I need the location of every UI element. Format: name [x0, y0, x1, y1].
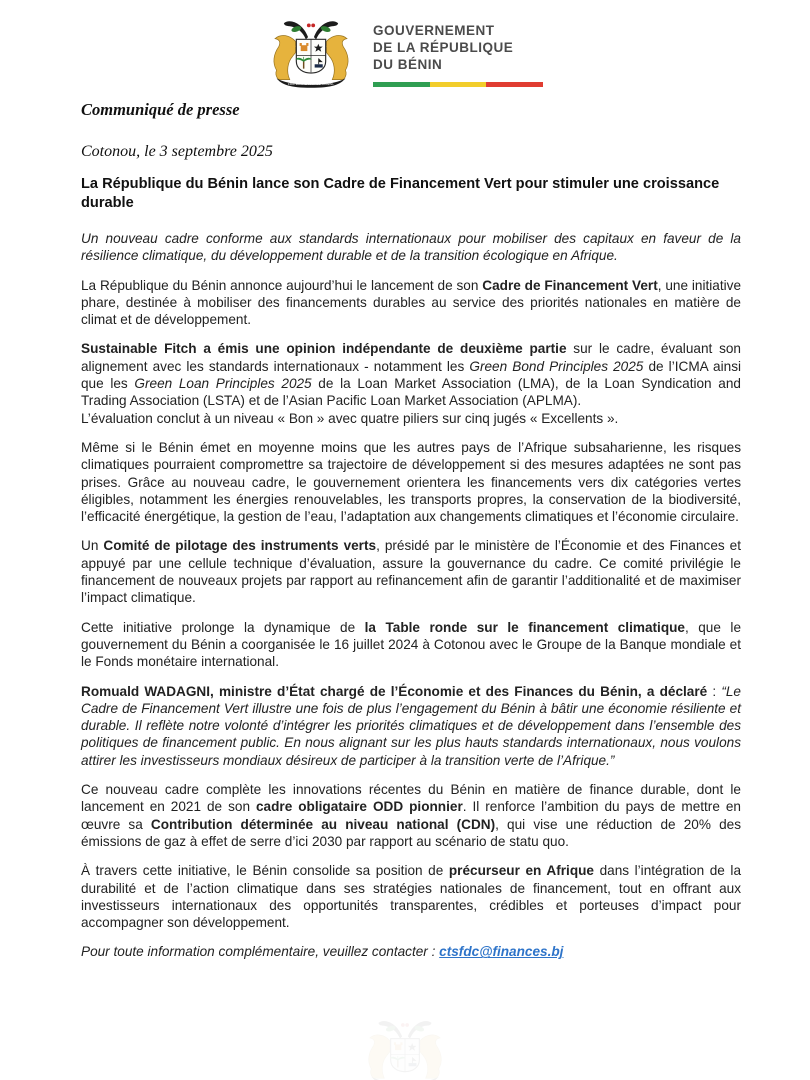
text-run: Sustainable Fitch a émis une opinion indépendante de deuxième partie — [81, 341, 567, 357]
text-run: Cette initiative prolonge la dynamique de — [81, 619, 365, 635]
paragraph-sdg-bond — [81, 781, 741, 850]
text-run: La République du Bénin annonce aujourd’hui le lancement de son — [81, 277, 483, 293]
text-run: Pour toute information complémentaire, veuillez contacter : — [81, 944, 440, 960]
text-run: L’évaluation conclut à un niveau « Bon » avec quatre piliers sur cinq jugés « Excellents ». — [81, 410, 619, 426]
text-run: : — [707, 683, 722, 699]
text-run: sur le cadre, évaluant son alignement avec les standards internationaux - notamment les — [81, 341, 741, 374]
page-title: La République du Bénin lance son Cadre de Financement Vert pour stimuler une croissance durable — [81, 176, 720, 211]
dateline: Cotonou, le 3 septembre 2025 — [81, 143, 273, 160]
flag-red-segment — [486, 82, 543, 87]
benin-flag-bar — [373, 82, 543, 87]
flag-green-segment — [373, 82, 430, 87]
paragraph-pioneer-africa — [81, 862, 741, 931]
org-name-line: DU BÉNIN — [373, 56, 443, 72]
org-name-line: DE LA RÉPUBLIQUE — [373, 39, 514, 55]
text-run: Comité de pilotage des instruments verts — [103, 538, 377, 554]
text-run: Cadre de Financement Vert — [482, 277, 658, 293]
paragraph-standfirst — [81, 230, 741, 265]
government-name-block — [373, 22, 543, 87]
text-run: , présidé par le ministère de l’Économie et des Finances et appuyé par une cellule technique d’évaluation, assure la gouvernance du cadre. Ce comité privilégie le financement de nouveaux projets par rapport au refinancement afin de garantir l’additionalité et de maximiser l’impact climatique. — [81, 538, 741, 606]
text-run: Romuald WADAGNI, ministre d’État chargé de l’Économie et des Finances du Bénin, a déclaré — [81, 683, 708, 699]
text-run: Green Bond Principles 2025 — [469, 358, 644, 374]
paragraph-announcement — [81, 277, 741, 329]
text-run: la Table ronde sur le financement climatique — [364, 619, 685, 635]
text-run: Un — [81, 538, 104, 554]
org-name-line: GOUVERNEMENT — [373, 22, 495, 38]
text-run: Un nouveau cadre conforme aux standards internationaux pour mobiliser des capitaux en faveur de la résilience climatique, du développement durable et de la transition écologique en Afrique. — [81, 231, 741, 264]
flag-yellow-segment — [430, 82, 487, 87]
text-run: cadre obligataire ODD pionnier — [255, 799, 463, 815]
government-logo — [0, 12, 810, 96]
contact-email-link[interactable]: ctsfdc@finances.bj — [439, 944, 564, 960]
paragraph-fitch-opinion — [81, 340, 741, 426]
text-run: , une initiative phare, destinée à mobiliser des financements durables au service des priorités nationales en matière de climat et de développement. — [81, 277, 742, 328]
document-body — [81, 100, 741, 973]
text-run: dans l’intégration de la durabilité et de l’action climatique dans ses stratégies nationales de financement, tout en offrant aux investisseurs internationaux des opportunités transparentes, crédibles et porteuses d’impact pour accompagner son développement. — [81, 863, 742, 931]
text-run: . Il renforce l’ambition du pays de mettre en œuvre sa — [81, 799, 741, 832]
text-run: “Le Cadre de Financement Vert illustre une fois de plus l’engagement du Bénin à bâtir une économie résiliente et durable. Il reflète notre volonté d’intégrer les priorités climatiques et de développement dans l’ensemble des politiques de financement public. En nous alignant sur les plus hauts standards internationaux, nous voulons attirer les investisseurs mondiaux désireux de participer à la transition verte de l’Afrique.” — [81, 683, 741, 768]
text-run: À travers cette initiative, le Bénin consolide sa position de — [81, 863, 449, 879]
paragraph-roundtable — [81, 619, 741, 671]
contact-line — [81, 943, 741, 960]
document-kicker: Communiqué de presse — [81, 100, 240, 119]
text-run: , que le gouvernement du Bénin a coorganisée le 16 juillet 2024 à Cotonou avec le Groupe de la Banque mondiale et le Fonds monétaire international. — [81, 619, 742, 670]
text-run: Même si le Bénin émet en moyenne moins que les autres pays de l’Afrique subsaharienne, les risques climatiques pourraient compromettre sa trajectoire de développement si des mesures adaptées ne sont pas prises. Grâce au nouveau cadre, le gouvernement orientera les financements vers dix catégories vertes éligibles, notamment les énergies renouvelables, les transports propres, la conservation de la biodiversité, l’efficacité énergétique, la gestion de l’eau, l’adaptation aux changements climatiques et l’économie circulaire. — [81, 439, 741, 525]
benin-coat-of-arms-icon — [267, 12, 355, 96]
text-run: Ce nouveau cadre complète les innovations récentes du Bénin en matière de finance durable, dont le lancement en 2021 de son — [81, 782, 741, 815]
watermark-crest-icon — [362, 1012, 448, 1080]
text-run: de la Loan Market Association (LMA), de la Loan Syndication and Trading Association (LSTA) et de l’Asian Pacific Loan Market Association (APLMA). — [81, 376, 741, 409]
text-run: précurseur en Afrique — [448, 863, 594, 879]
paragraph-climate-risks — [81, 439, 741, 525]
text-run: , qui vise une réduction de 20% des émissions de gaz à effet de serre d’ici 2030 par rapport au scénario de statu quo. — [81, 816, 741, 849]
text-run: Green Loan Principles 2025 — [134, 376, 312, 392]
paragraph-minister-quote — [81, 683, 741, 769]
paragraph-steering-committee — [81, 537, 741, 606]
text-run: de l’ICMA ainsi que les — [81, 358, 742, 392]
text-run: Contribution déterminée au niveau national (CDN) — [150, 816, 496, 832]
